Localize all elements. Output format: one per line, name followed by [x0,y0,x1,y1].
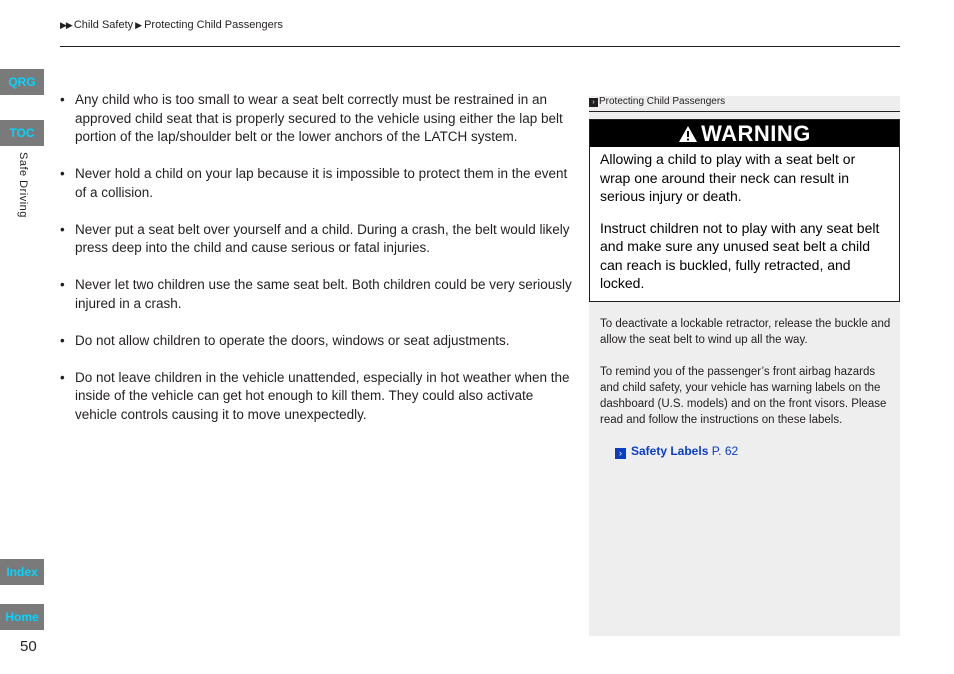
bullet-text: Do not leave children in the vehicle unattended, especially in hot weather when the inside of the vehicle can get hot enough to kill them. They could also activate vehicle controls causing it to move unexpectedly. [75,369,570,422]
bullet-dot-icon: • [60,277,65,292]
airbag-labels-note: To remind you of the passenger’s front airbag hazards and child safety, your vehicle has warning labels on the dashboard (U.S. models) and on the front visors. Please read and follow the instructions on these labels. [600,366,887,426]
breadcrumb-child-safety[interactable]: Child Safety [73,19,134,31]
safety-labels-link-label[interactable]: Safety Labels [631,444,709,458]
bullet-dot-icon: • [60,369,65,385]
bullet-text: Never put a seat belt over yourself and a child. During a crash, the belt would likely press deep into the child and cause serious or fatal injuries. [75,221,570,255]
bullet-item [60,276,572,313]
qrg-tab[interactable]: QRG [0,69,44,95]
breadcrumb [60,19,283,31]
breadcrumb-current: Protecting Child Passengers [144,19,283,31]
page-number: 50 [20,638,37,655]
section-label: Safe Driving [17,152,29,218]
warning-title: WARNING [701,120,811,146]
bullet-text: Never hold a child on your lap because it is impossible to protect them in the event of a collision. [75,166,568,200]
bullet-dot-icon: • [60,166,65,181]
warning-paragraph-1: Allowing a child to play with a seat belt or wrap one around their neck can result in serious injury or death. [600,151,856,204]
bullet-dot-icon: • [60,332,65,348]
sidebar-header [589,96,900,112]
warning-title-bar [590,120,899,147]
bullet-item [60,165,572,202]
warning-paragraph-2: Instruct children not to play with any seat belt and make sure any unused seat belt a child can reach is buckled, fully retracted, and locked. [600,219,880,291]
safety-labels-link-page[interactable]: P. 62 [711,444,739,458]
index-tab[interactable]: Index [0,559,44,585]
safety-labels-link[interactable] [615,444,738,459]
breadcrumb-arrow-icon: ▶ [135,20,143,30]
bullet-dot-icon: • [60,92,65,107]
bullet-text: Any child who is too small to wear a seat belt correctly must be restrained in an approved child seat that is properly secured to the vehicle using either the lap belt portion of the lap/shoulder belt or the lower anchors of the LATCH system. [75,92,563,144]
link-arrow-icon: › [615,448,626,459]
bullet-text: Do not allow children to operate the doors, windows or seat adjustments. [75,332,510,348]
bullet-item [60,369,572,425]
warning-triangle-icon [678,125,698,143]
warning-box [589,119,900,302]
bullet-dot-icon: • [60,221,65,237]
retractor-note: To deactivate a lockable retractor, release the buckle and allow the seat belt to wind up all the way. [600,318,891,346]
breadcrumb-arrows-icon: ▶▶ [60,20,72,30]
sidebar-notes [589,96,900,636]
bullet-text: Never let two children use the same seat belt. Both children could be very seriously injured in a crash. [75,277,572,311]
bullet-item [60,221,572,258]
safety-bullet-list [60,91,572,443]
bullet-item [60,91,572,147]
warning-body [590,147,899,293]
header-divider [60,46,900,47]
toc-tab[interactable]: TOC [0,120,44,146]
reference-icon: › [589,98,598,107]
home-tab[interactable]: Home [0,604,44,630]
sidebar-header-title: Protecting Child Passengers [599,96,726,107]
bullet-item [60,332,572,351]
